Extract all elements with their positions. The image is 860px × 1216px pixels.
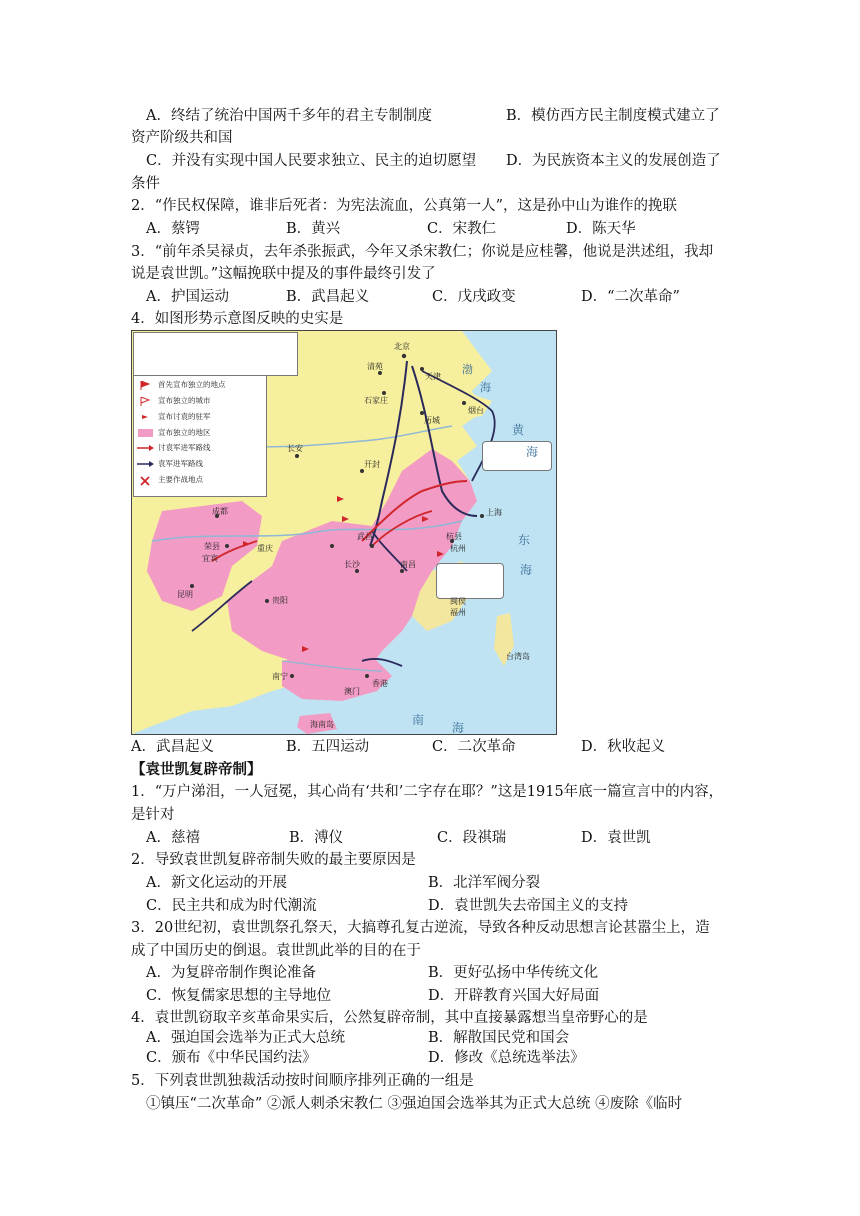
q2-option-b[interactable]: B．黄兴	[286, 221, 341, 237]
map-place: 上海	[486, 508, 502, 517]
q1-option-b-continued: 资产阶级共和国	[131, 130, 233, 146]
map-place: 南昌	[400, 560, 416, 569]
map-place: 台湾岛	[506, 652, 530, 661]
sea-label: 南	[412, 713, 425, 727]
sea-label: 渤	[462, 363, 473, 376]
map-place: 杭县	[446, 532, 462, 541]
s5-stem: 5．下列袁世凯独裁活动按时间顺序排列正确的一组是	[131, 1073, 474, 1089]
legend-label-independent-city: 宣布独立的城市	[158, 396, 211, 405]
map-place: 历城	[424, 416, 440, 425]
q1-option-c[interactable]: C．并没有实现中国人民要求独立、民主的迫切愿望	[146, 153, 477, 169]
map-place: 开封	[364, 460, 380, 469]
s2-option-d[interactable]: D．袁世凯失去帝国主义的支持	[428, 898, 629, 914]
q2-option-c[interactable]: C．宋教仁	[427, 221, 497, 237]
map-blank-box-southeast	[436, 563, 504, 599]
s4-stem: 4．袁世凯窃取辛亥革命果实后，公然复辟帝制，其中直接暴露想当皇帝野心的是	[131, 1010, 648, 1026]
map-blank-box-east	[482, 441, 552, 471]
map-place: 清苑	[367, 362, 383, 371]
s1-stem: 1．“万户涕泪，一人冠冕，其心尚有‘共和’二字存在耶？”这是1915年底一篇宣言中的内容，	[131, 784, 724, 800]
sea-label: 海	[526, 445, 539, 459]
small-flag-icon	[140, 413, 150, 422]
s3-option-b[interactable]: B．更好弘扬中华传统文化	[428, 965, 599, 981]
s1-stem-continued: 是针对	[131, 807, 175, 823]
s4-option-c[interactable]: C．颁布《中华民国约法》	[146, 1050, 317, 1066]
q2-stem: 2．“作民权保障，谁非后死者：为宪法流血，公真第一人”，这是孙中山为谁作的挽联	[131, 198, 678, 214]
q1-option-b[interactable]: B．模仿西方民主制度模式建立了	[506, 108, 720, 124]
map-place: 香港	[372, 679, 388, 688]
s2-stem: 2．导致袁世凯复辟帝制失败的最主要原因是	[131, 852, 416, 868]
q1-option-a[interactable]: A．终结了统治中国两千多年的君主专制制度	[146, 108, 432, 124]
q2-option-d[interactable]: D．陈天华	[566, 221, 636, 237]
map-place: 重庆	[257, 544, 273, 553]
dark-arrow-icon	[137, 460, 155, 468]
s4-option-b[interactable]: B．解散国民党和国会	[428, 1030, 570, 1046]
map-place: 石家庄	[364, 396, 388, 405]
q3-option-b[interactable]: B．武昌起义	[286, 289, 370, 305]
map-place: 烟台	[468, 406, 484, 415]
legend-label-first-independent: 首先宣布独立的地点	[158, 380, 226, 389]
situation-map	[131, 330, 557, 735]
q1-option-d-continued: 条件	[131, 176, 160, 192]
s1-option-a[interactable]: A．慈禧	[146, 830, 200, 846]
map-place: 杭州	[450, 544, 466, 553]
s2-option-b[interactable]: B．北洋军阀分裂	[428, 875, 541, 891]
s3-option-d[interactable]: D．开辟教育兴国大好局面	[428, 988, 600, 1004]
map-legend	[133, 375, 267, 497]
s2-option-a[interactable]: A．新文化运动的开展	[146, 875, 287, 891]
q4-option-a[interactable]: A．武昌起义	[131, 739, 214, 755]
map-place: 福州	[450, 608, 466, 617]
q3-option-d[interactable]: D．“二次革命”	[581, 289, 680, 305]
map-place: 昆明	[177, 590, 193, 599]
sea-label: 海	[452, 721, 465, 735]
map-place: 南宁	[272, 672, 288, 681]
sea-label: 黄	[512, 423, 525, 437]
map-place: 成都	[212, 507, 228, 516]
s3-stem-continued: 成了中国历史的倒退。袁世凯此举的目的在于	[131, 943, 421, 959]
s1-option-b[interactable]: B．溥仪	[289, 830, 344, 846]
q3-option-a[interactable]: A．护国运动	[146, 289, 229, 305]
outline-flag-icon	[140, 397, 150, 406]
map-place: 荣县	[204, 542, 220, 551]
map-place: 贵阳	[272, 596, 288, 605]
map-place: 武昌	[357, 532, 373, 541]
map-title-blank-box	[133, 332, 298, 376]
sea-label: 东	[518, 533, 531, 547]
map-place: 北京	[394, 342, 410, 351]
map-place: 闽侯	[450, 597, 466, 606]
flag-icon	[140, 381, 150, 390]
sea-label: 海	[480, 381, 491, 394]
map-place: 长安	[287, 444, 303, 453]
map-place: 天津	[425, 372, 441, 381]
map-place: 澳门	[344, 687, 360, 696]
s4-option-a[interactable]: A．强迫国会选举为正式大总统	[146, 1030, 345, 1046]
s3-stem: 3．20世纪初，袁世凯祭孔祭天，大搞尊孔复古逆流，导致各种反动思想言论甚嚣尘上，造	[131, 920, 710, 936]
s1-option-d[interactable]: D．袁世凯	[581, 830, 651, 846]
q2-option-a[interactable]: A．蔡锷	[146, 221, 200, 237]
map-place: 长沙	[344, 560, 360, 569]
legend-label-independent-region: 宣布独立的地区	[158, 428, 211, 437]
s3-option-c[interactable]: C．恢复儒家思想的主导地位	[146, 988, 332, 1004]
map-place: 海南岛	[310, 720, 334, 729]
s2-option-c[interactable]: C．民主共和成为时代潮流	[146, 898, 317, 914]
s3-option-a[interactable]: A．为复辟帝制作舆论准备	[146, 965, 316, 981]
section-title: 【袁世凯复辟帝制】	[131, 761, 262, 778]
q4-option-b[interactable]: B．五四运动	[286, 739, 370, 755]
s5-items: ①镇压“二次革命” ②派人刺杀宋教仁 ③强迫国会选举其为正式大总统 ④废除《临时	[146, 1096, 683, 1112]
legend-label-yuan-route: 袁军进军路线	[158, 459, 203, 468]
s1-option-c[interactable]: C．段祺瑞	[437, 830, 507, 846]
q1-option-d[interactable]: D．为民族资本主义的发展创造了	[506, 153, 721, 169]
q4-stem: 4．如图形势示意图反映的史实是	[131, 311, 344, 327]
s4-option-d[interactable]: D．修改《总统选举法》	[428, 1050, 585, 1066]
legend-label-anti-yuan-garrison: 宣布讨袁的驻军	[158, 412, 211, 421]
sea-label: 海	[520, 563, 533, 577]
pink-swatch-icon	[138, 429, 153, 437]
red-arrow-icon	[137, 444, 155, 452]
map-place: 宜宾	[202, 554, 218, 563]
q4-option-d[interactable]: D．秋收起义	[581, 739, 666, 755]
q4-option-c[interactable]: C．二次革命	[432, 739, 516, 755]
q3-stem: 3．“前年杀吴禄贞，去年杀张振武，今年又杀宋教仁；你说是应桂馨，他说是洪述组，我却	[131, 244, 714, 260]
q3-stem-continued: 说是袁世凯。”这幅挽联中提及的事件最终引发了	[131, 266, 436, 282]
legend-label-anti-yuan-route: 讨袁军进军路线	[158, 443, 211, 452]
legend-label-battle-site: 主要作战地点	[158, 475, 203, 484]
q3-option-c[interactable]: C．戊戌政变	[432, 289, 516, 305]
cross-swords-icon	[140, 476, 150, 486]
